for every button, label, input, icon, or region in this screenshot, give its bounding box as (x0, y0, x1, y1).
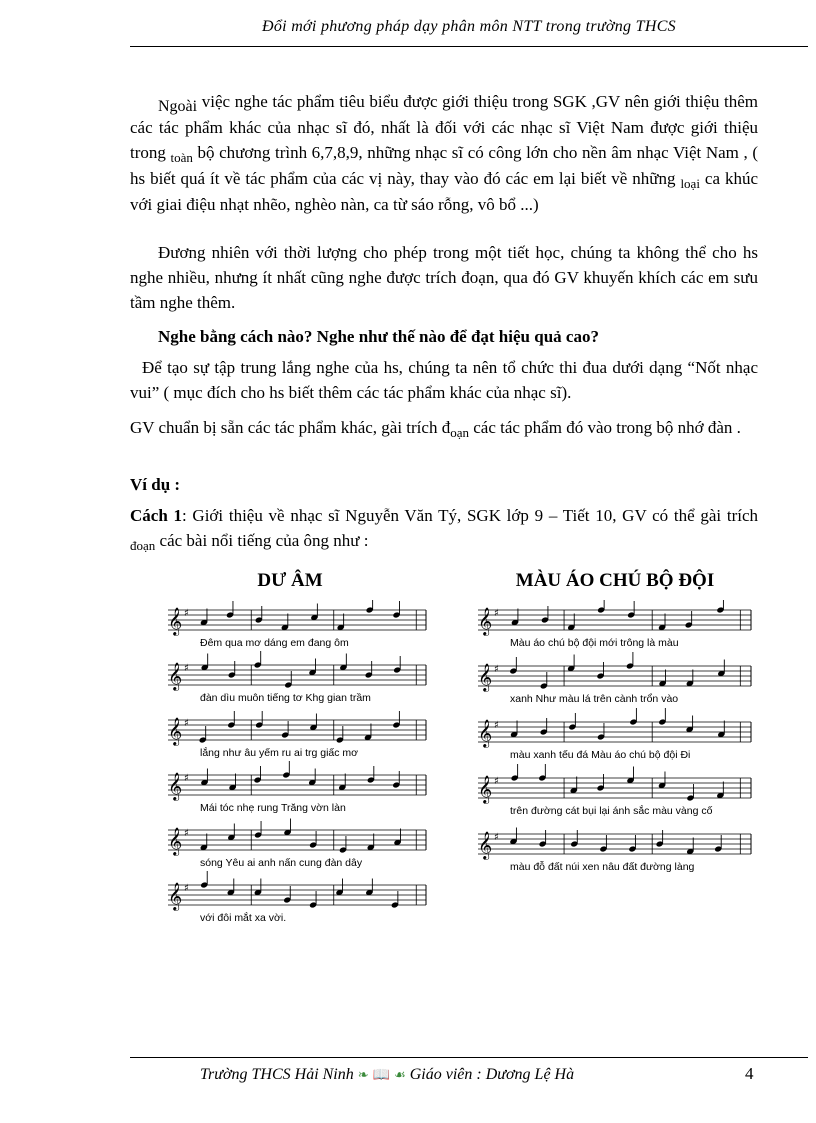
staff-row (478, 764, 751, 817)
staff-row (168, 871, 426, 924)
p1-word-toan: toàn (170, 150, 193, 165)
p7-text-b: các bài nổi tiếng của ông như : (155, 531, 369, 550)
leaf-icon: ❧ (357, 1067, 369, 1082)
lyric-line: với đôi mắt xa vời. (200, 912, 287, 924)
key-sharp-icon: ♯ (184, 773, 189, 784)
treble-clef-icon: 𝄞 (478, 607, 493, 635)
lyric-line: màu đỗ đất núi xen nâu đất đường làng (510, 861, 695, 873)
section-heading: Nghe bằng cách nào? Nghe như thế nào để đạt hiệu quả cao? (158, 327, 599, 346)
key-sharp-icon: ♯ (494, 608, 499, 619)
p7-text-a: : Giới thiệu về nhạc sĩ Nguyễn Văn Tý, SGK lớp 9 – Tiết 10, GV có thể gài trích (182, 506, 758, 525)
lyric-line: sóng Yêu ai anh nấn cung đàn dây (200, 857, 363, 869)
book-icon: 📖 (372, 1068, 391, 1083)
staff-row (168, 600, 426, 649)
key-sharp-icon: ♯ (494, 776, 499, 787)
song-title-mau-ao: MÀU ÁO CHÚ BỘ ĐỘI (515, 570, 715, 591)
paragraph-4 (130, 415, 758, 441)
footer-teacher: Giáo viên : Dương Lệ Hà (409, 1066, 575, 1083)
lyric-line: lắng như âu yếm ru ai trg giấc mơ (200, 747, 359, 759)
staff-row (478, 600, 751, 649)
key-sharp-icon: ♯ (494, 832, 499, 843)
treble-clef-icon: 𝄞 (478, 663, 493, 691)
treble-clef-icon: 𝄞 (168, 882, 183, 910)
p5-text-b: các tác phẩm đó vào trong bộ nhớ đàn . (468, 418, 741, 437)
staff-row (478, 828, 751, 874)
lyric-line: đàn dìu muôn tiếng tơ Khg gian trầm (200, 692, 371, 704)
staff-row (478, 708, 751, 761)
footer-school: Trường THCS Hải Ninh (200, 1066, 354, 1083)
method-label: Cách 1 (130, 506, 182, 525)
treble-clef-icon: 𝄞 (168, 827, 183, 855)
paragraph-1 (130, 89, 758, 217)
paragraph-3: Để tạo sự tập trung lắng nghe của hs, chúng ta nên tổ chức thi đua dưới dạng “Nốt nhạc vui” ( mục đích cho hs biết thêm các tác phẩm khác của nhạc sĩ). (130, 358, 758, 402)
lyric-line: Mái tóc nhẹ rung Trăng vờn làn (200, 802, 346, 814)
lyric-line: Đêm qua mơ dáng em đang ôm (200, 637, 349, 649)
key-sharp-icon: ♯ (494, 720, 499, 731)
p1-text-a: việc nghe tác phẩm tiêu biểu được giới thiệu trong SGK ,GV nên giới thiệu thêm các tác phẩm khác của nhạc sĩ đó, nhất là đối với các nhạc sĩ Việt Nam được giới thiệu trong (130, 92, 758, 162)
key-sharp-icon: ♯ (494, 664, 499, 675)
p5-text-a: GV chuẩn bị sẵn các tác phẩm khác, gài trích đ (130, 418, 451, 437)
treble-clef-icon: 𝄞 (168, 662, 183, 690)
lyric-line: xanh Như màu lá trên cành trổn vào (510, 693, 679, 705)
p1-word-loai: loại (680, 176, 700, 191)
p1-text-b: bộ chương trình 6,7,8,9, những nhạc sĩ có công lớn cho nền âm nhạc Việt Nam , ( hs biết quá ít về tác phẩm của các vị này, thay vào đó các em lại biết về những (130, 143, 758, 188)
example-label: Ví dụ : (130, 475, 181, 494)
key-sharp-icon: ♯ (184, 608, 189, 619)
p1-text-c: ca khúc với giai điệu nhạt nhẽo, nghèo nàn, ca từ sáo rỗng, vô bổ ...) (130, 169, 758, 214)
treble-clef-icon: 𝄞 (168, 772, 183, 800)
key-sharp-icon: ♯ (184, 828, 189, 839)
treble-clef-icon: 𝄞 (478, 775, 493, 803)
key-sharp-icon: ♯ (184, 663, 189, 674)
lyric-line: Màu áo chú bộ đội mới trông là màu (510, 637, 679, 649)
paragraph-5 (130, 503, 758, 554)
p7-word-doan: đoạn (130, 538, 156, 553)
key-sharp-icon: ♯ (184, 883, 189, 894)
treble-clef-icon: 𝄞 (168, 607, 183, 635)
lyric-line: màu xanh tếu đá Màu áo chú bộ đội Đi (510, 749, 691, 761)
treble-clef-icon: 𝄞 (168, 717, 183, 745)
treble-clef-icon: 𝄞 (478, 831, 493, 859)
page-footer (200, 1066, 574, 1084)
page-header: Đổi mới phương pháp dạy phân môn NTT trong trường THCS (262, 18, 676, 35)
p5-word-doan: oạn (450, 425, 469, 440)
song-title-du-am: DƯ ÂM (257, 570, 323, 591)
staff-row (478, 652, 751, 705)
staff-row (168, 651, 426, 704)
header-divider (130, 46, 808, 47)
lyric-line: trên đường cát bụi lại ánh sắc màu vàng cố (510, 805, 713, 817)
paragraph-2: Đương nhiên với thời lượng cho phép trong một tiết học, chúng ta không thể cho hs nghe nhiều, nhưng ít nhất cũng nghe được trích đoạn, qua đó GV khuyến khích các em sưu tầm nghe thêm. (130, 243, 758, 312)
sheet-music-mau-ao (470, 600, 760, 885)
treble-clef-icon: 𝄞 (478, 719, 493, 747)
page-number: 4 (745, 1064, 754, 1083)
p1-word-ngoai: Ngoài (158, 98, 198, 115)
staff-row (168, 819, 426, 870)
key-sharp-icon: ♯ (184, 718, 189, 729)
footer-divider (130, 1057, 808, 1058)
staff-row (168, 761, 426, 814)
leaf-icon-right: ☙ (394, 1067, 406, 1082)
sheet-music-du-am (160, 600, 435, 940)
staff-row (168, 711, 426, 759)
